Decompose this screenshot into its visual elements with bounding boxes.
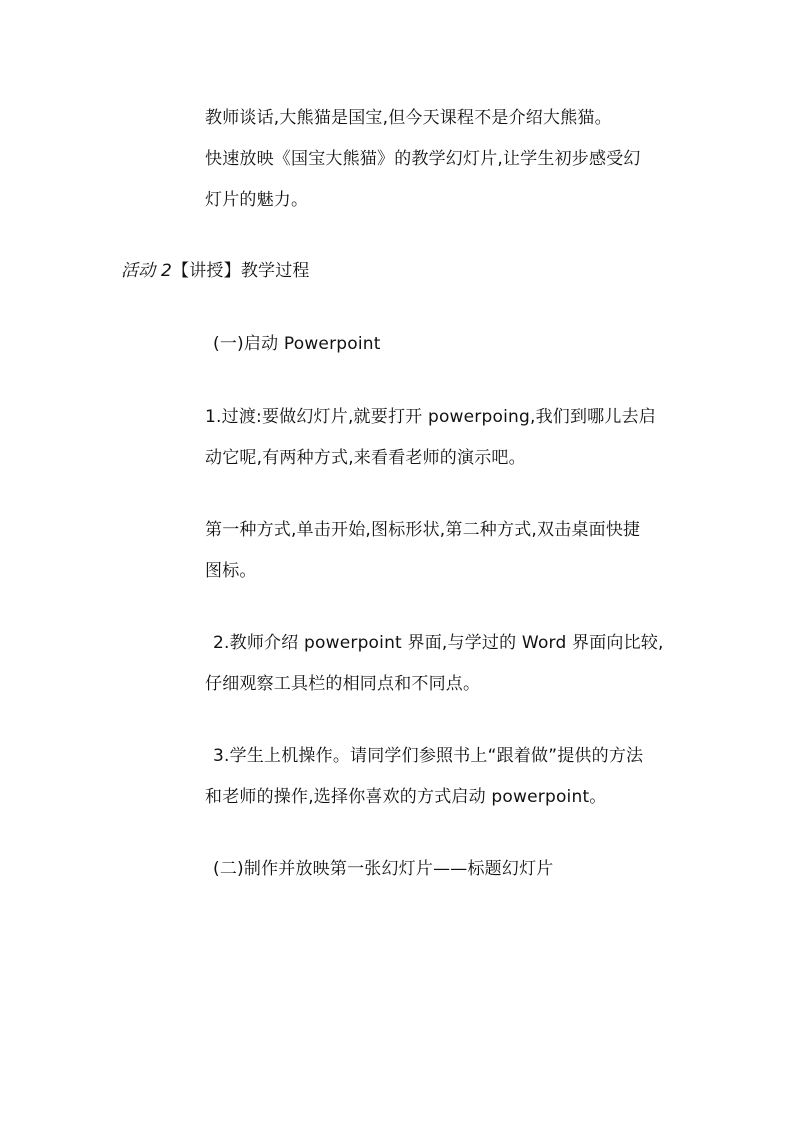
activity-title: 【讲授】教学过程 [172,261,310,281]
item-1-line-1: 1.过渡:要做幻灯片,就要打开 powerpoing,我们到哪儿去启 [205,407,656,427]
item-3-line-1: 3.学生上机操作。请同学们参照书上“跟着做”提供的方法 [213,746,644,766]
item-3-line-2: 和老师的操作,选择你喜欢的方式启动 powerpoint。 [205,787,607,807]
activity-heading [121,259,310,283]
intro-line-2: 快速放映《国宝大熊猫》的教学幻灯片,让学生初步感受幻 [205,149,641,169]
section-2-heading: (二)制作并放映第一张幻灯片——标题幻灯片 [213,859,554,879]
item-2-line-1: 2.教师介绍 powerpoint 界面,与学过的 Word 界面向比较, [213,633,664,653]
activity-label: 活动 2 [121,261,173,281]
intro-line-1: 教师谈话,大熊猫是国宝,但今天课程不是介绍大熊猫。 [205,108,612,128]
section-1-heading: (一)启动 Powerpoint [213,334,381,354]
paragraph-line-1: 第一种方式,单击开始,图标形状,第二种方式,双击桌面快捷 [205,520,641,540]
paragraph-line-2: 图标。 [205,561,257,581]
item-2-line-2: 仔细观察工具栏的相同点和不同点。 [205,674,481,694]
intro-line-3: 灯片的魅力。 [205,190,309,210]
item-1-line-2: 动它呢,有两种方式,来看看老师的演示吧。 [205,448,526,468]
